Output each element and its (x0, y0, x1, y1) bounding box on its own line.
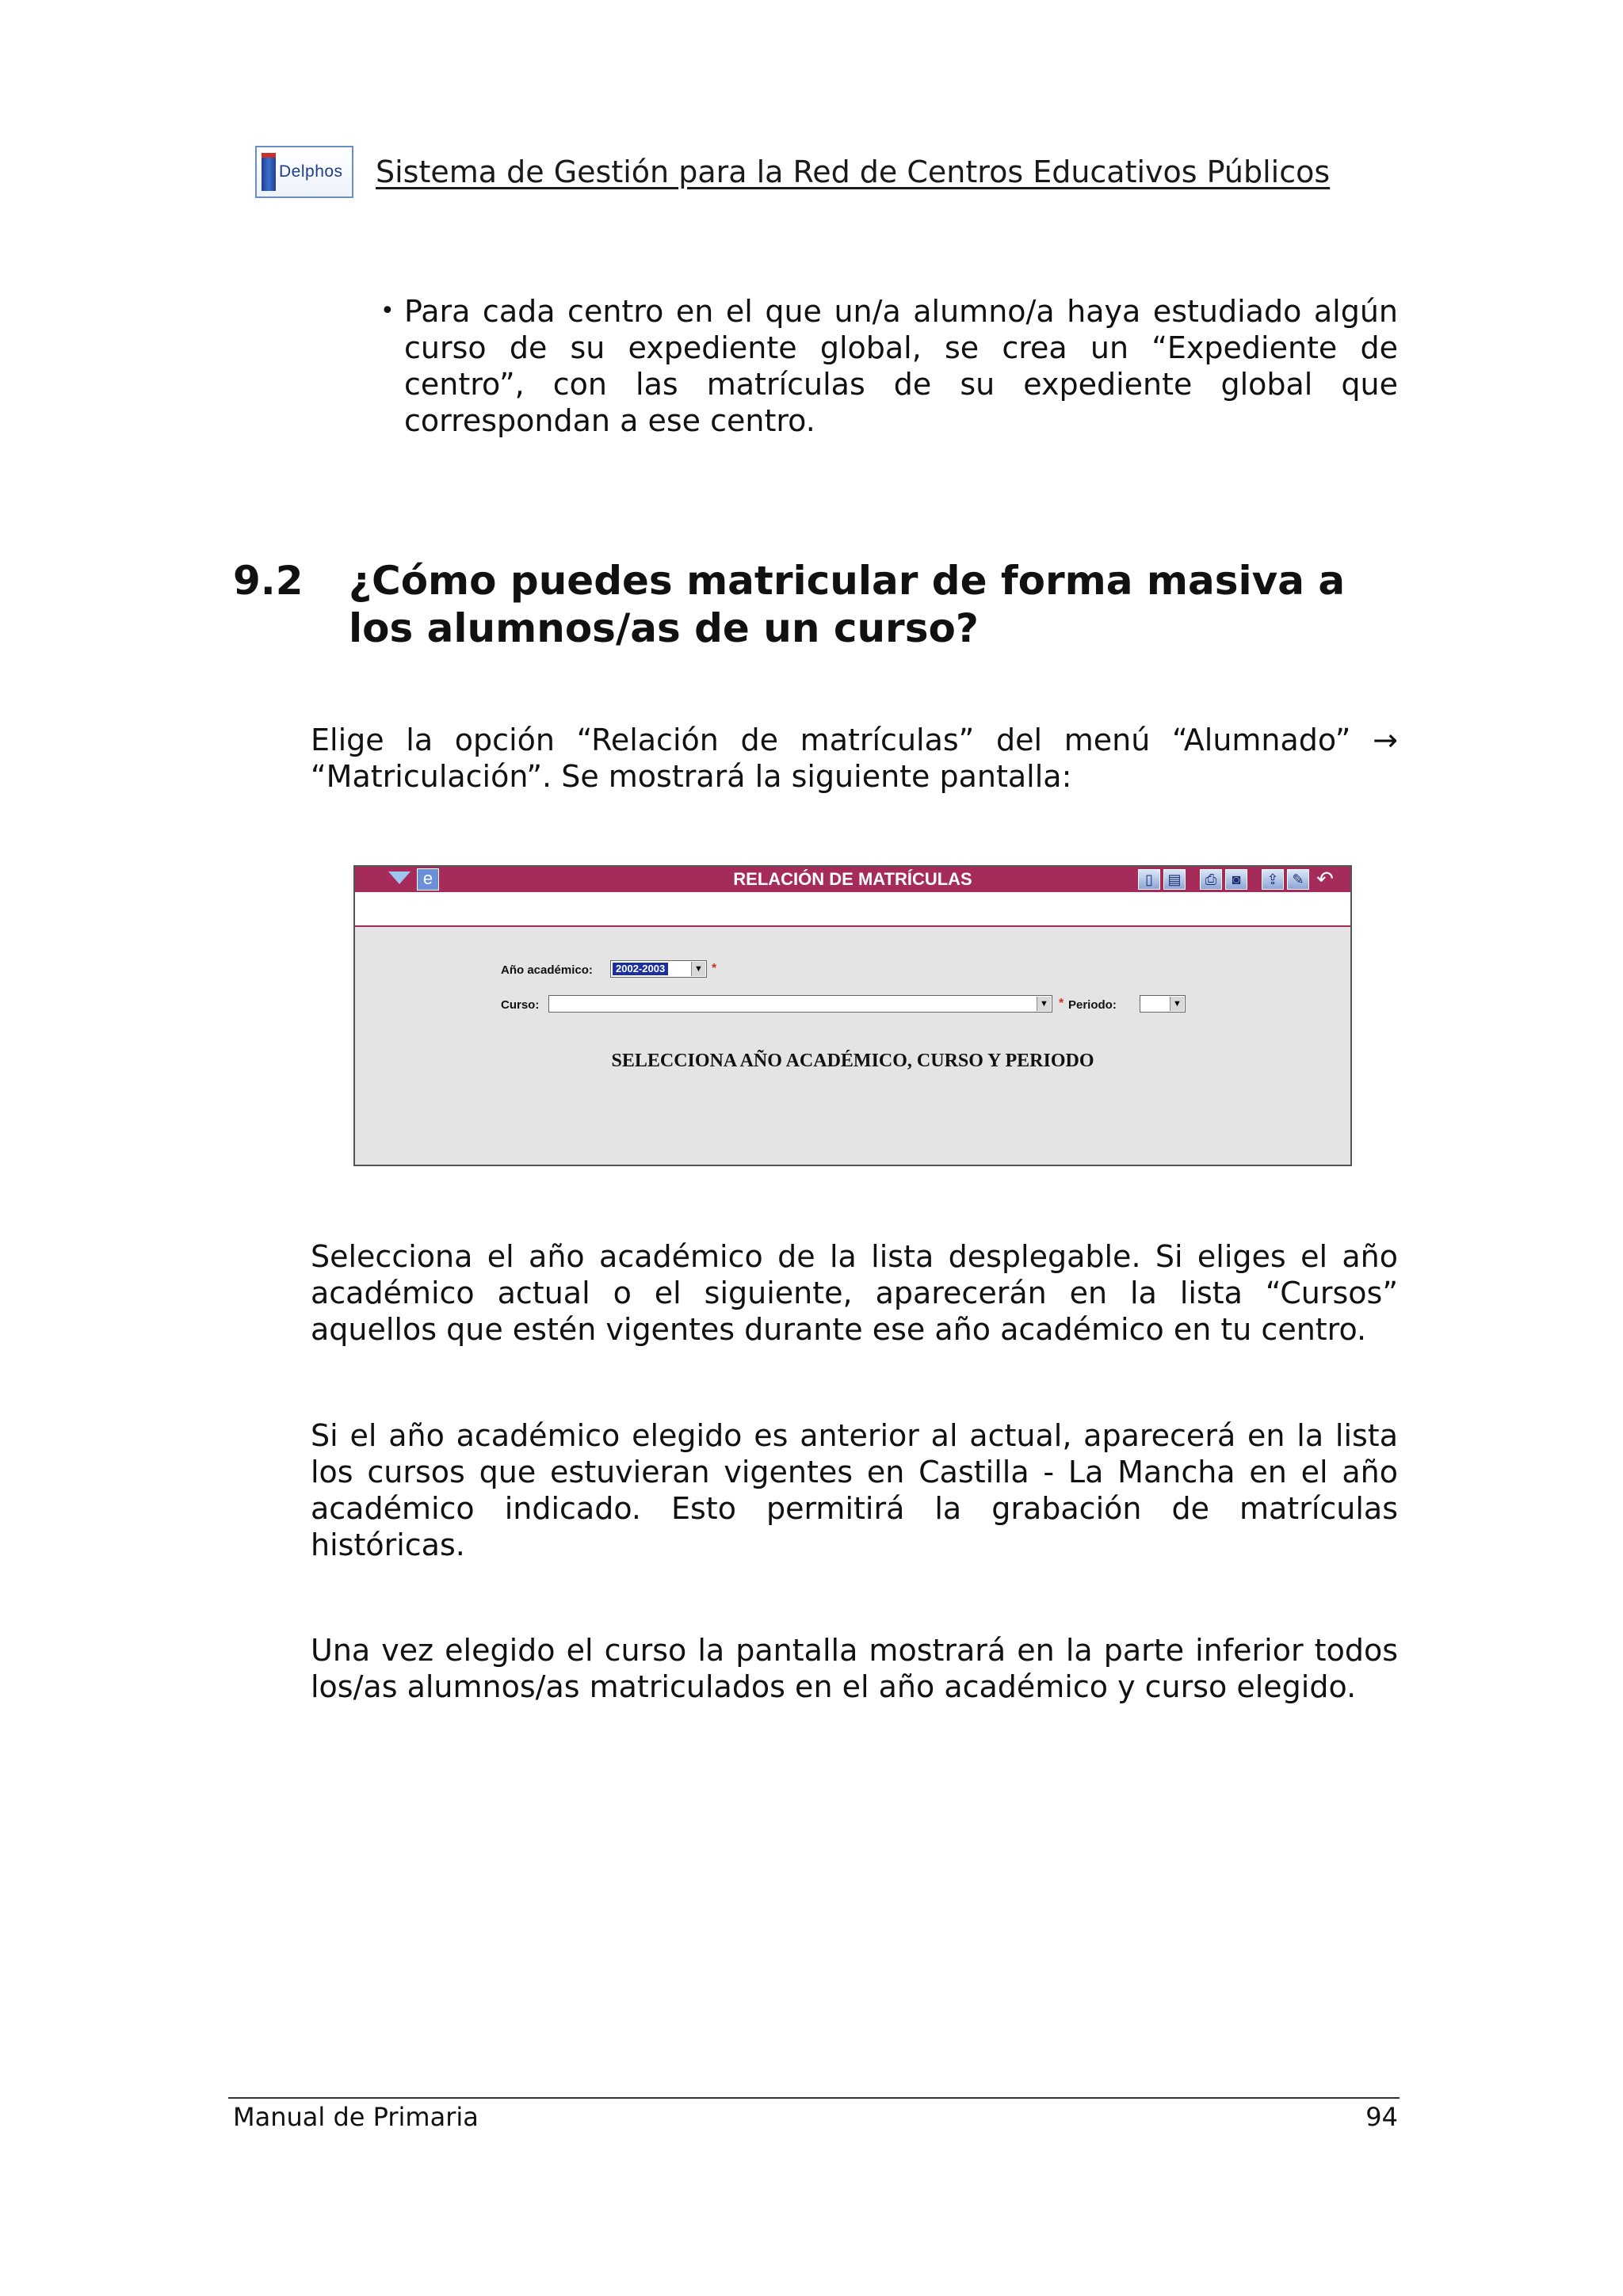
periodo-select[interactable] (1140, 995, 1186, 1013)
bullet-item (380, 293, 1398, 439)
section-number: 9.2 (233, 558, 304, 604)
anio-value: 2002-2003 (613, 963, 668, 975)
footer-divider (228, 2097, 1400, 2099)
chevron-down-icon[interactable]: ▼ (691, 962, 705, 976)
curso-label: Curso: (501, 998, 540, 1012)
bullet-text: Para cada centro en el que un/a alumno/a haya estudiado algún curso de su expediente global, se crea un “Expediente de centro”, con las matrículas de su expediente global que correspondan a ese centro. (404, 294, 1398, 438)
paragraph-2: Si el año académico elegido es anterior al actual, aparecerá en la lista los cursos que estuvieran vigentes en Castilla - La Mancha en el año académico indicado. Esto permitirá la grabación de matrículas históricas. (311, 1418, 1398, 1562)
required-mark: * (712, 962, 717, 975)
paragraph-1: Selecciona el año académico de la lista desplegable. Si eliges el año académico actual o el siguiente, aparecerán en la lista “Cursos” aquellos que estén vigentes durante ese año académico en tu centro. (311, 1239, 1398, 1347)
section-title: ¿Cómo puedes matricular de forma masiva a los alumnos/as de un curso? (349, 558, 1346, 651)
relacion-matriculas-screenshot (353, 865, 1352, 1166)
instruction-message: SELECCIONA AÑO ACADÉMICO, CURSO Y PERIODO (611, 1051, 1094, 1071)
print-icon[interactable]: ⎙ (1200, 869, 1222, 890)
logo-text: Delphos (279, 162, 343, 181)
curso-select[interactable] (548, 995, 1052, 1013)
pillar-icon (262, 153, 276, 191)
chevron-down-icon[interactable]: ▼ (1170, 997, 1184, 1011)
periodo-label: Periodo: (1068, 998, 1117, 1012)
page-header (255, 144, 1330, 200)
footer-manual-name: Manual de Primaria (233, 2102, 479, 2132)
export-icon[interactable]: ⇪ (1262, 869, 1284, 890)
edit-icon[interactable]: ✎ (1287, 869, 1309, 890)
chevron-down-icon[interactable]: ▼ (1037, 997, 1051, 1011)
doc-icon[interactable]: ▤ (1163, 869, 1186, 890)
e-icon[interactable]: e (417, 868, 439, 891)
bullet-dot-icon: • (380, 297, 395, 325)
delphos-logo (255, 146, 353, 198)
intro-paragraph: Elige la opción “Relación de matrículas” del menú “Alumnado” → “Matriculación”. Se mostrará la siguiente pantalla: (311, 723, 1398, 794)
header-title: Sistema de Gestión para la Red de Centros Educativos Públicos (376, 154, 1331, 189)
page-number: 94 (1365, 2102, 1398, 2132)
info-strip (355, 892, 1350, 927)
screen-title: RELACIÓN DE MATRÍCULAS (733, 869, 972, 889)
anio-select[interactable] (610, 960, 707, 978)
required-mark: * (1059, 997, 1064, 1010)
paragraph-3: Una vez elegido el curso la pantalla mostrará en la parte inferior todos los/as alumnos/as matriculados en el año académico y curso elegido. (311, 1633, 1398, 1704)
new-doc-icon[interactable]: ▯ (1138, 869, 1160, 890)
lock-icon[interactable]: ◙ (1225, 869, 1247, 890)
back-icon[interactable]: ↶ (1316, 867, 1334, 891)
anio-label: Año académico: (501, 963, 593, 977)
